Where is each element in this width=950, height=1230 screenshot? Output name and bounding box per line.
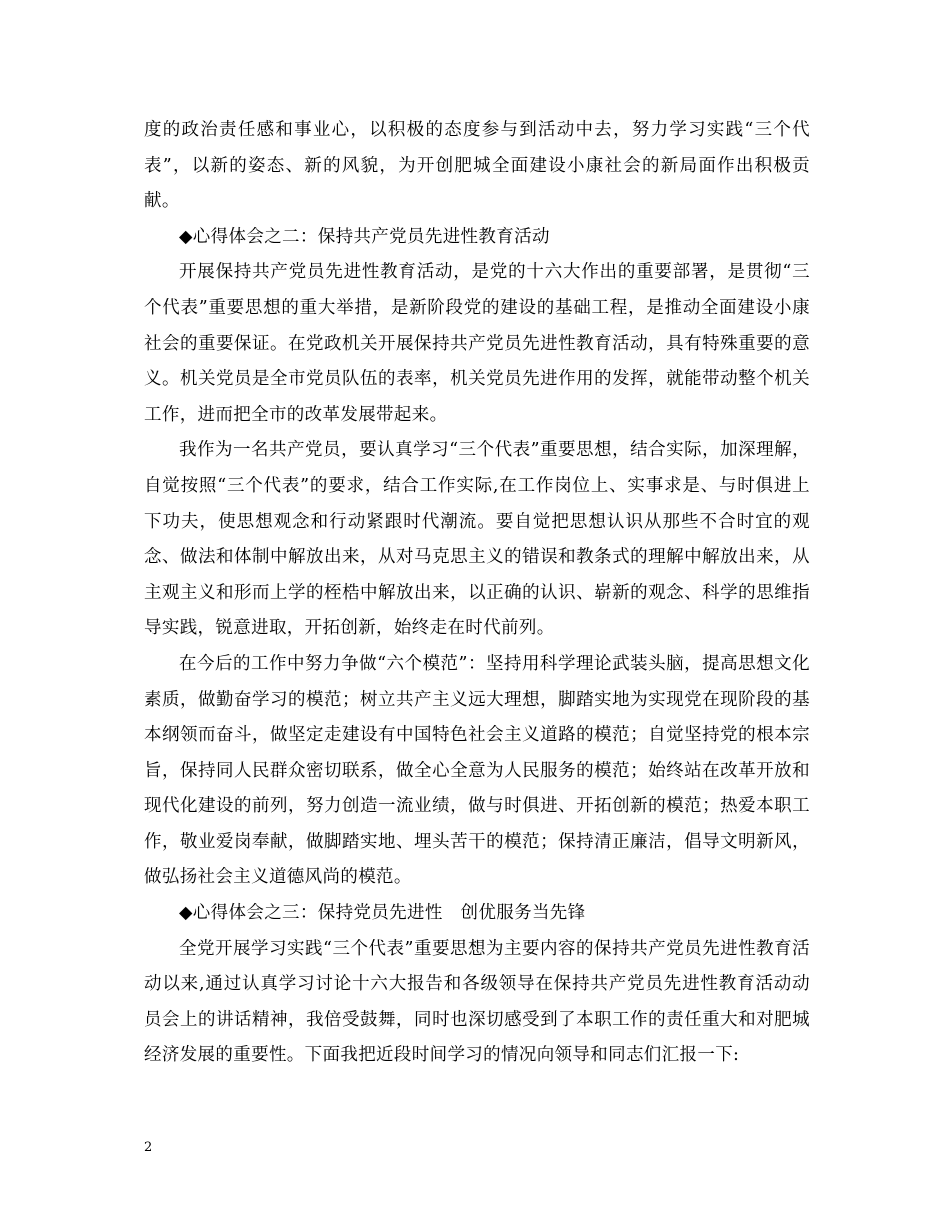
body-paragraph: 开展保持共产党员先进性教育活动，是党的十六大作出的重要部署，是贯彻“三个代表”重要思想的重大举措，是新阶段党的建设的基础工程，是推动全面建设小康社会的重要保证。在党政机关开展保持共产党员先进性教育活动，具有特殊重要的意义。机关党员是全市党员队伍的表率，机关党员先进作用的发挥，就能带动整个机关工作，进而把全市的改革发展带起来。 [144,262,810,425]
body-paragraph: 度的政治责任感和事业心，以积极的态度参与到活动中去，努力学习实践“三个代表”，以新的姿态、新的风貌，为开创肥城全面建设小康社会的新局面作出积极贡献。 [144,120,810,212]
document-page [144,113,810,1074]
body-paragraph: 全党开展学习实践“三个代表”重要思想为主要内容的保持共产党员先进性教育活动以来,通过认真学习讨论十六大报告和各级领导在保持共产党员先进性教育活动动员会上的讲话精神，我倍受鼓舞，同时也深切感受到了本职工作的责任重大和对肥城经济发展的重要性。下面我把近段时间学习的情况向领导和同志们汇报一下: [144,938,810,1066]
body-paragraph: 我作为一名共产党员，要认真学习“三个代表”重要思想，结合实际，加深理解，自觉按照“三个代表”的要求，结合工作实际,在工作岗位上、实事求是、与时俱进上下功夫，使思想观念和行动紧跟时代潮流。要自觉把思想认识从那些不合时宜的观念、做法和体制中解放出来，从对马克思主义的错误和教条式的理解中解放出来，从主观主义和形而上学的桎梏中解放出来，以正确的认识、崭新的观念、科学的思维指导实践，锐意进取，开拓创新，始终走在时代前列。 [144,440,810,639]
section-heading: ◆心得体会之二：保持共产党员先进性教育活动 [179,226,550,247]
section-heading: ◆心得体会之三：保持党员先进性 创优服务当先锋 [179,903,586,924]
page-number: 2 [144,1140,153,1155]
body-paragraph: 在今后的工作中努力争做“六个模范”：坚持用科学理论武装头脑，提高思想文化素质，做勤奋学习的模范；树立共产主义远大理想，脚踏实地为实现党在现阶段的基本纲领而奋斗，做坚定走建设有中国特色社会主义道路的模范；自觉坚持党的根本宗旨，保持同人民群众密切联系，做全心全意为人民服务的模范；始终站在改革开放和现代化建设的前列，努力创造一流业绩，做与时俱进、开拓创新的模范；热爱本职工作，敬业爱岗奉献，做脚踏实地、埋头苦干的模范；保持清正廉洁，倡导文明新风，做弘扬社会主义道德风尚的模范。 [144,653,810,888]
